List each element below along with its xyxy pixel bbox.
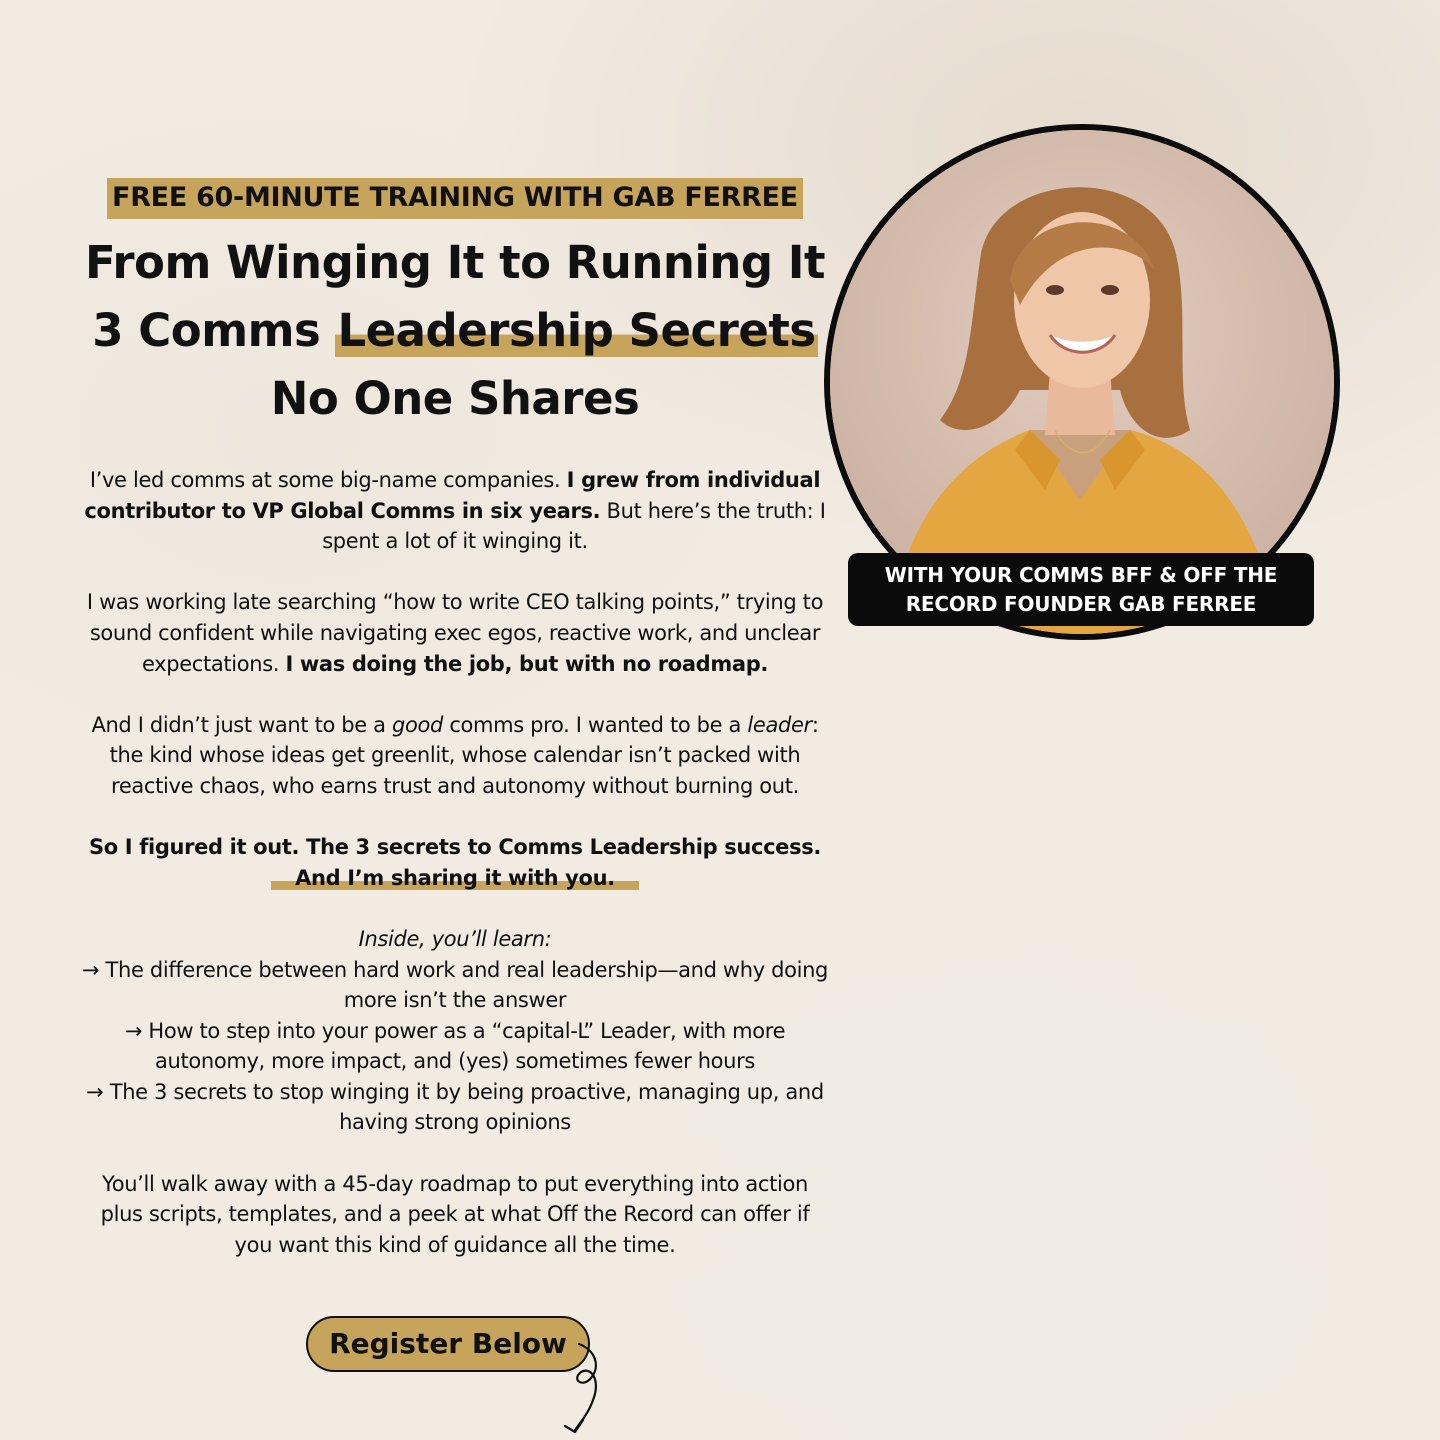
p1-bold: I grew from individual contributor to VP Global Comms in six years. (84, 468, 821, 523)
p2-bold: I was doing the job, but with no roadmap. (285, 651, 769, 676)
title-line-3: No One Shares (270, 372, 640, 425)
caption-line-2: RECORD FOUNDER GAB FERREE (905, 592, 1257, 616)
p1-text-a: I’ve led comms at some big-name companies. (89, 468, 567, 492)
intro-paragraph-2 (80, 587, 830, 679)
learn-item: → The 3 secrets to stop winging it by being proactive, managing up, and having strong opinions (86, 1079, 824, 1135)
page-title (80, 229, 830, 433)
learn-item: → How to step into your power as a “capital-L” Leader, with more autonomy, more impact, and (yes) sometimes fewer hours (124, 1018, 786, 1074)
caption-line-1: WITH YOUR COMMS BFF & OFF THE (884, 563, 1278, 587)
title-line-2 (80, 297, 830, 365)
eyebrow-label: FREE 60-MINUTE TRAINING WITH GAB FERREE (107, 178, 803, 219)
intro-paragraph-4 (80, 832, 830, 893)
closing-paragraph: You’ll walk away with a 45-day roadmap to put everything into action plus scripts, templates, and a peek at what Off the Record can offer if you want this kind of guidance all the time. (100, 1171, 810, 1257)
p3-em-good: good (392, 712, 443, 737)
p4-highlight: And I’m sharing it with you. (271, 866, 639, 890)
content-column (80, 178, 830, 1291)
p2-text-a: I was working late searching “how to write CEO talking points,” trying to sound confident while navigating exec egos, reactive work, and unclear expectations. (86, 590, 824, 676)
p3-text-a: And I didn’t just want to be a (91, 712, 393, 737)
title-line-1: From Winging It to Running It (84, 236, 826, 289)
p3-text-c: : the kind whose ideas get greenlit, whose calendar isn’t packed with reactive chaos, who earns trust and autonomy without burning out. (109, 712, 819, 798)
p1-text-b: But here’s the truth: I spent a lot of it winging it. (322, 498, 826, 554)
founder-caption (848, 553, 1314, 626)
learn-section (80, 924, 830, 1138)
learn-heading: Inside, you’ll learn: (358, 926, 552, 951)
intro-paragraph-1 (80, 465, 830, 557)
p3-text-b: comms pro. I wanted to be a (443, 712, 748, 737)
title-line-2-prefix: 3 Comms (92, 304, 336, 357)
curly-arrow-icon (561, 1340, 631, 1440)
body-copy (80, 465, 830, 1260)
register-button[interactable]: Register Below (306, 1316, 590, 1372)
p4-bold: So I figured it out. The 3 secrets to Comms Leadership success. (88, 835, 821, 860)
title-highlight: Leadership Secrets (337, 304, 816, 357)
cta-area (306, 1316, 636, 1440)
intro-paragraph-3 (80, 710, 830, 802)
learn-item: → The difference between hard work and real leadership—and why doing more isn’t the answer (81, 957, 829, 1013)
p3-em-leader: leader (747, 712, 812, 737)
